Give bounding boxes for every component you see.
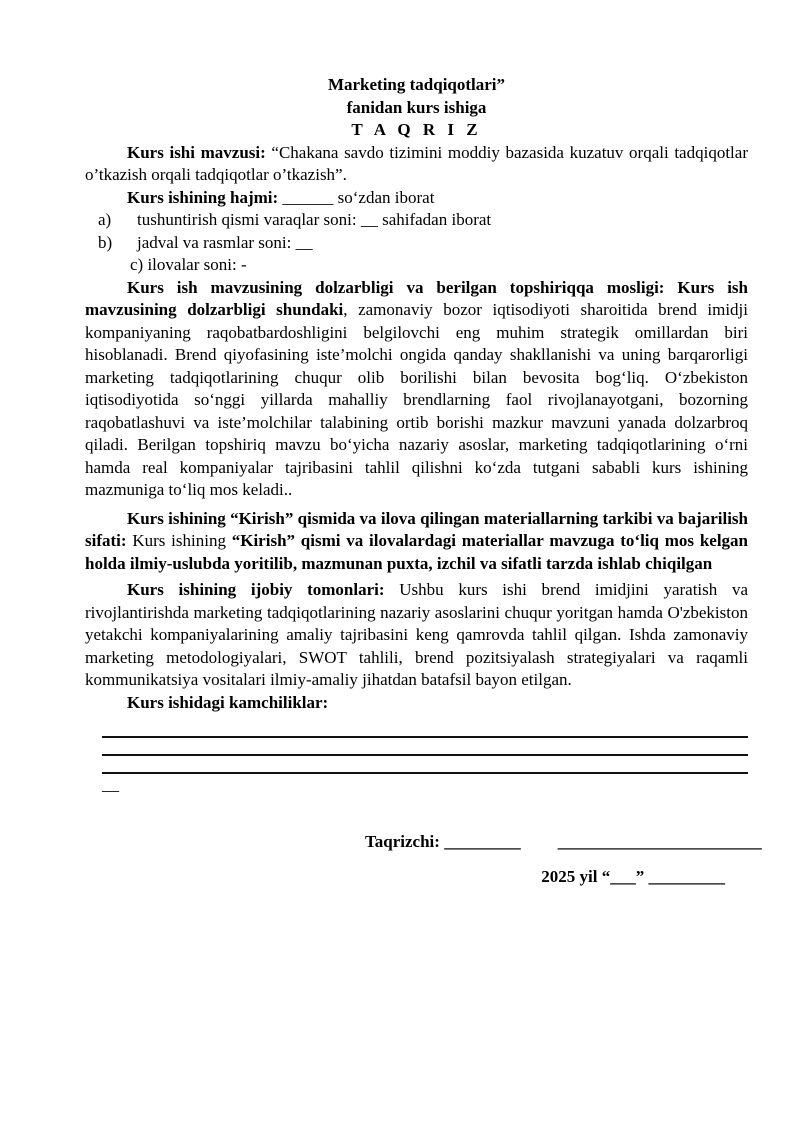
dolzarbligi-regular-text: , zamonaviy bozor iqtisodiyoti sharoitida brend imidji kompaniyaning raqobatbardoshligini belgilovchi eng muhim strategik omillardan biri hisoblanadi. Brend qiyofasining iste’molchi ongida qanday shakllanishi va uning barqarorligi marketing tadqiqotlarining chuqur olib borilishi bilan bevosita bog‘liq. O‘zbekiston iqtisodiyotida so‘nggi yillarda mahalliy brendlarning faol rivojlanayotgani, bozorning raqobatlashuvi va iste’molchilar talabining ortib borishi mazkur mavzuni yanada dolzarbroq qiladi. Berilgan topshiriq mavzu bo‘yicha nazariy asoslar, marketing tadqiqotlarining o‘rni hamda real kompaniyalar tajribasini tahlil qilishni ko‘zda tutgani sababli kurs ishining mazmuniga to‘liq mos keladi.. bbox=[85, 300, 748, 499]
document-title-taqriz: T A Q R I Z bbox=[351, 120, 482, 139]
taqrizchi-blank-line: _________ bbox=[444, 831, 521, 851]
paragraph-mavzu bbox=[85, 142, 748, 187]
hajmi-label: Kurs ishining hajmi: bbox=[127, 187, 279, 207]
dolzarbligi-bold-text: Kurs ish mavzusining dolzarbligi va berilgan topshiriqqa mosligi: Kurs ish mavzusining dolzarbligi shundaki bbox=[85, 277, 748, 319]
list-item-b bbox=[85, 232, 748, 255]
paragraph-hajmi bbox=[85, 187, 748, 210]
document-title-line-1: Marketing tadqiqotlari” bbox=[327, 75, 506, 94]
paragraph-dolzarbligi bbox=[85, 277, 748, 502]
list-item-a-text: tushuntirish qismi varaqlar soni: bbox=[137, 210, 361, 229]
list-item-c: c) ilovalar soni: - bbox=[130, 255, 247, 274]
kamchiliklar-short-blank-line: __ bbox=[102, 775, 119, 794]
kamchiliklar-blank-rules bbox=[102, 719, 748, 774]
blank-rule bbox=[102, 719, 748, 738]
ijobiy-text: Ushbu kurs ishi brend imidjini yaratish va rivojlantirishda marketing tadqiqotlarining nazariy asoslarini chuqur yoritgan hamda O'zbekiston yetakchi kompaniyalarining amaliy tajribasini keng qamrovda tahlil qilgan. Ishda zamonaviy marketing metodologiyalari, SWOT tahlili, brend pozitsiyalash strategiyalari va raqamli kommunikatsiya vositalari ilmiy-amaliy jihatdan batafsil bayon etilgan. bbox=[85, 580, 748, 689]
mavzu-label: Kurs ishi mavzusi: bbox=[127, 142, 266, 162]
hajmi-suffix: so‘zdan iborat bbox=[333, 187, 435, 207]
kirish-bold-label: Kurs ishining “Kirish” qismida va ilova qilingan materiallarning tarkibi va bajarilish sifati: bbox=[85, 508, 748, 550]
hajmi-blank-line: ______ bbox=[282, 187, 334, 207]
blank-rule bbox=[102, 738, 748, 756]
list-item-b-text: jadval va rasmlar soni: bbox=[137, 232, 296, 252]
paragraph-ijobiy bbox=[85, 579, 748, 692]
reviewer-name-blank-line: ________________________ bbox=[557, 831, 762, 851]
kirish-bold-text: “Kirish” qismi va ilovalardagi materiallar mavzuga to‘liq mos kelgan holda ilmiy-uslubda yoritilib, mazmunan puxta, izchil va sifatli tarzda ishlab chiqilgan bbox=[85, 531, 748, 573]
paragraph-kirish bbox=[85, 508, 748, 576]
taqrizchi-label: Taqrizchi: bbox=[365, 831, 445, 851]
list-item-a-suffix: sahifadan iborat bbox=[377, 210, 492, 229]
ijobiy-label: Kurs ishining ijobiy tomonlari: bbox=[127, 580, 385, 599]
document-title-line-2: fanidan kurs ishiga bbox=[346, 97, 487, 117]
list-item-a bbox=[85, 209, 748, 232]
mavzu-text: “Chakana savdo tizimini moddiy bazasida kuzatuv orqali tadqiqotlar o’tkazish orqali tadqiqotlar o’tkazish”. bbox=[85, 142, 748, 184]
kamchiliklar-label: Kurs ishidagi kamchiliklar: bbox=[127, 692, 329, 712]
taqrizchi-field bbox=[365, 831, 521, 854]
kirish-regular-text: Kurs ishining bbox=[126, 531, 232, 550]
signature-row bbox=[85, 831, 762, 854]
list-marker-b: b) bbox=[98, 232, 113, 252]
list-item-a-blank-line: __ bbox=[360, 210, 378, 229]
list-item-b-blank-line: __ bbox=[295, 232, 313, 252]
blank-rule bbox=[102, 756, 748, 774]
list-marker-a: a) bbox=[98, 210, 112, 229]
date-line: 2025 yil “___” _________ bbox=[541, 867, 725, 886]
